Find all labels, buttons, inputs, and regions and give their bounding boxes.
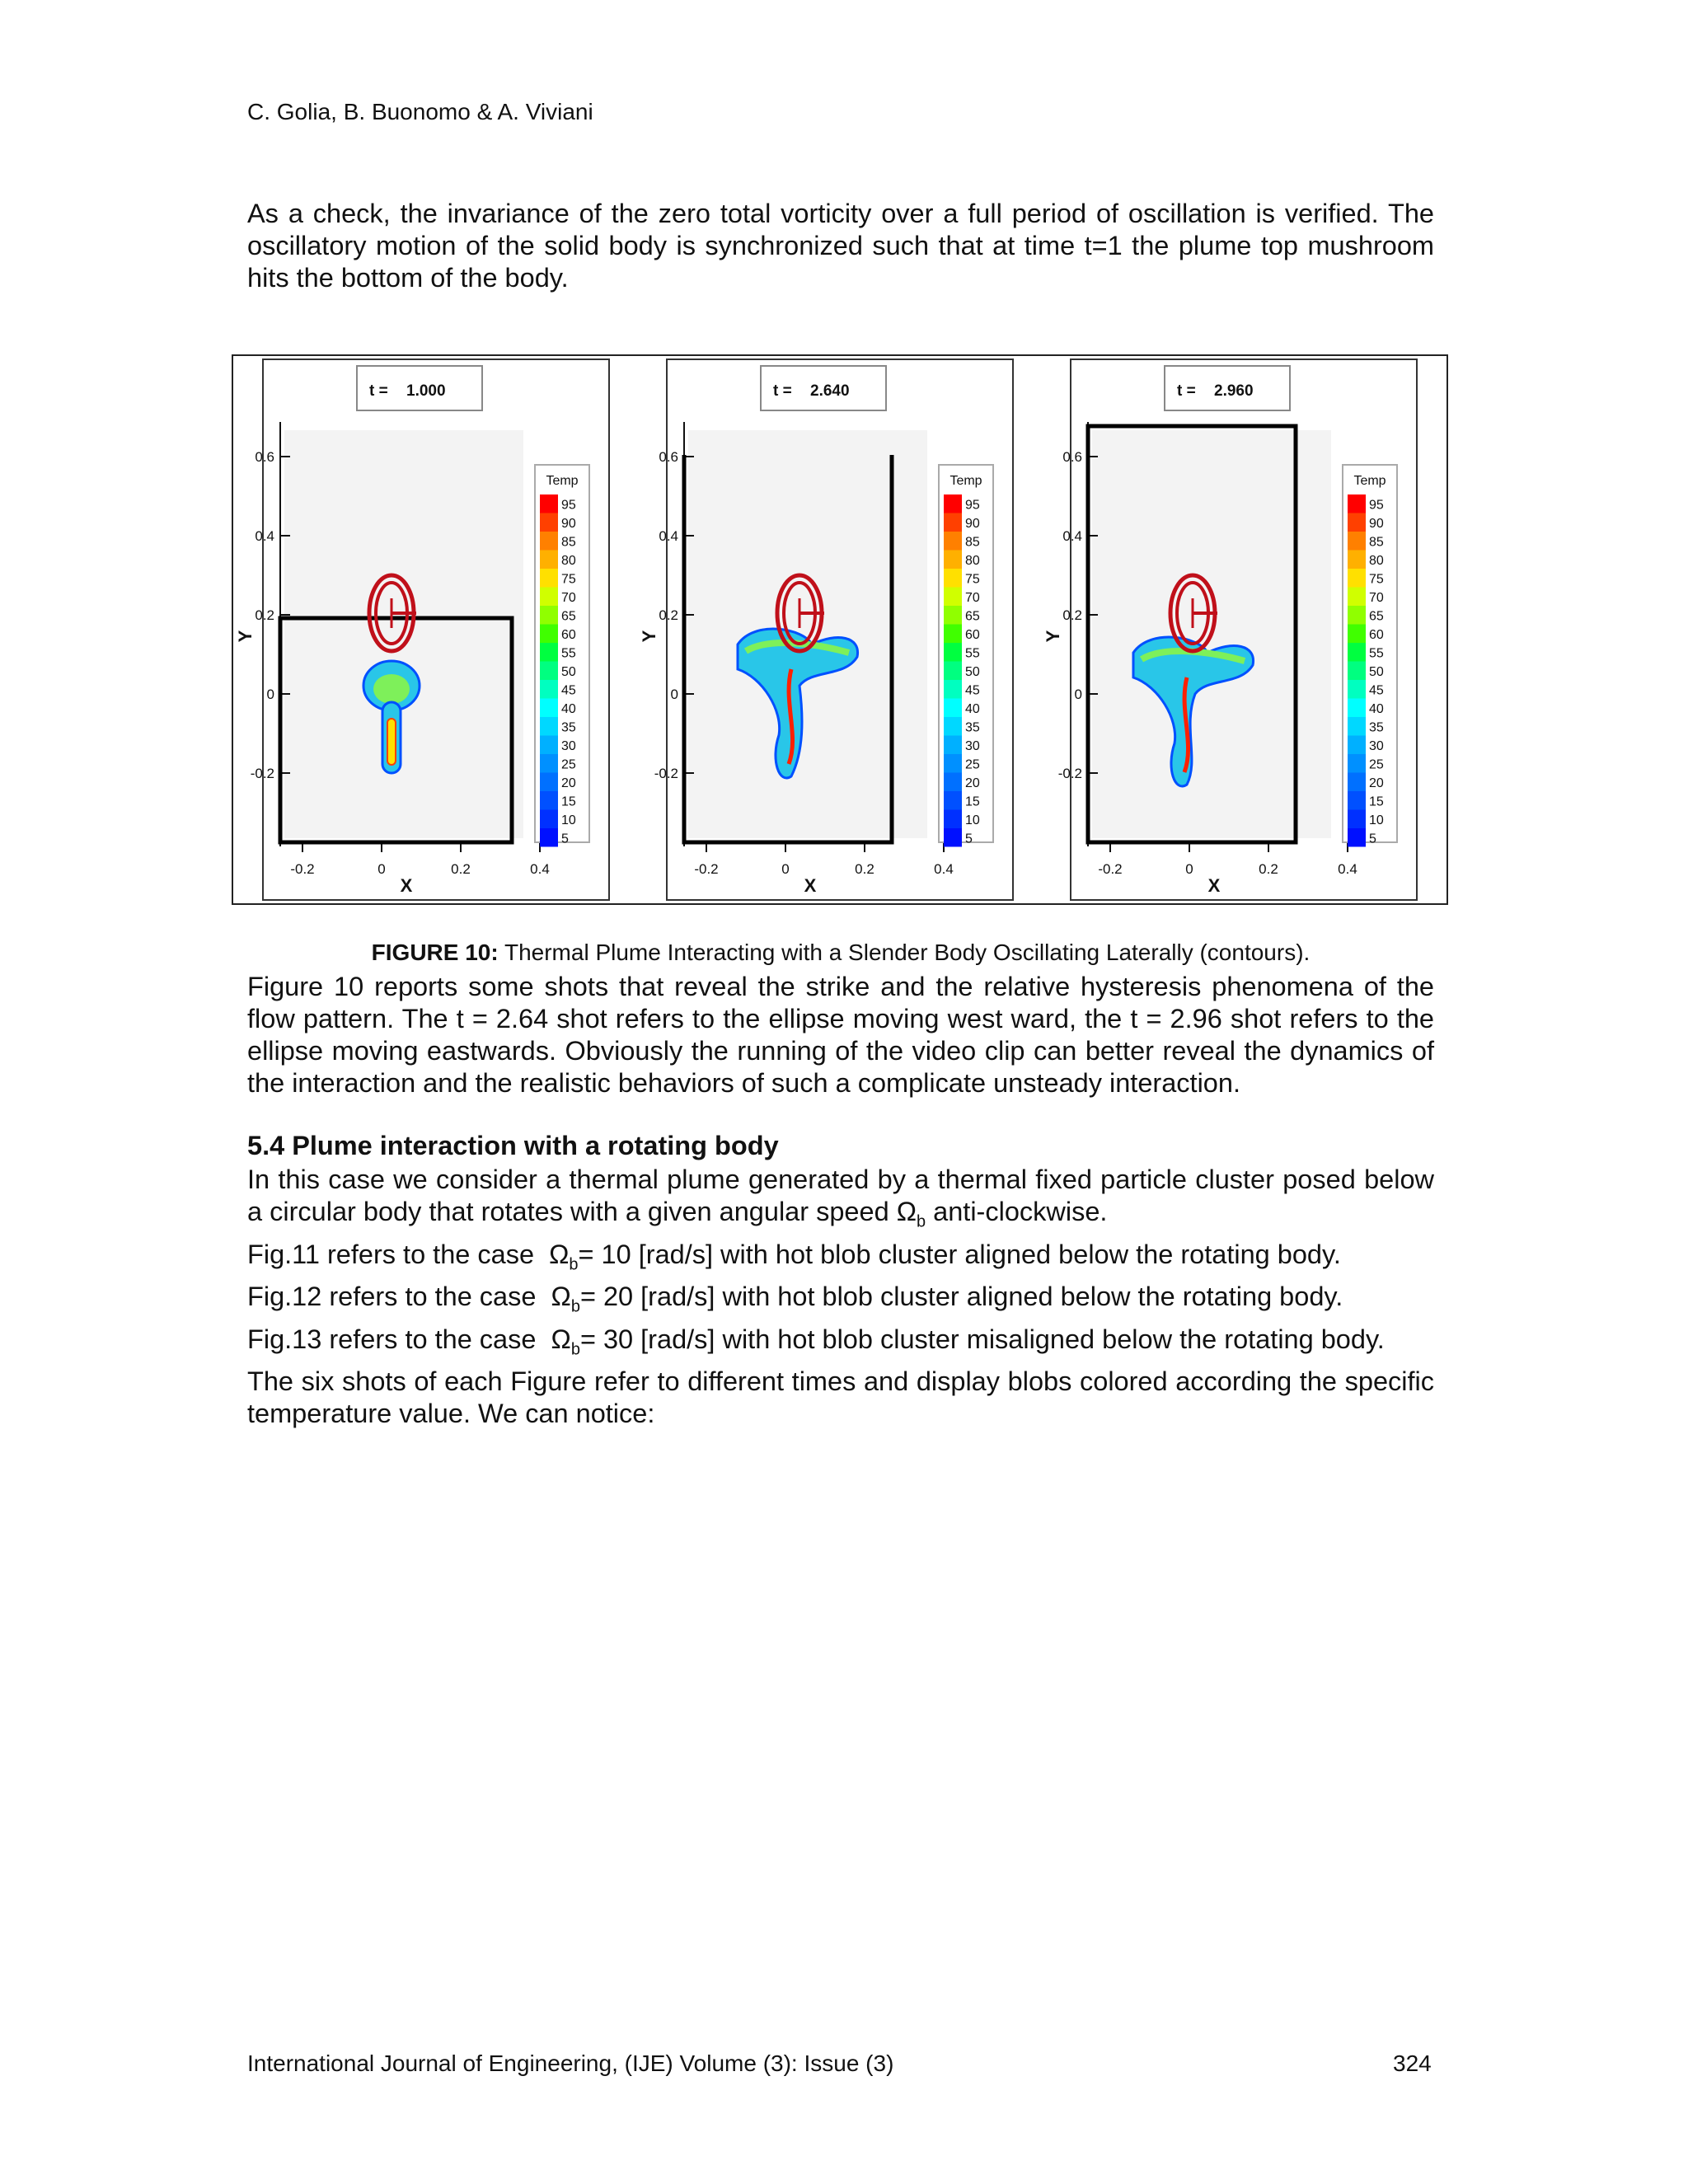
figure-10-panels [233, 356, 1447, 903]
legend-swatch [540, 643, 558, 662]
legend-level-label: 70 [965, 591, 980, 605]
legend-level-label: 55 [965, 646, 980, 661]
y-tick-label: 0.2 [255, 607, 274, 623]
intro-paragraph-text: As a check, the invariance of the zero total vorticity over a full period of oscillation is verified. The oscillatory motion of the solid body is synchronized such that at time t=1 the plume top mushroom hits the bottom of the body. [247, 199, 1434, 293]
x-tick-label: 0 [1185, 861, 1193, 877]
legend-swatch [540, 736, 558, 755]
time-value: 2.960 [1214, 382, 1254, 400]
legend-level-label: 15 [965, 794, 980, 809]
x-tick-label: 0.2 [451, 861, 471, 877]
section-closing: The six shots of each Figure refer to different times and display blobs colored according the specific temperature value. We can notice: [247, 1366, 1434, 1428]
x-tick-label: 0.2 [1259, 861, 1278, 877]
legend-level-label: 90 [561, 517, 576, 531]
x-axis-label: X [400, 875, 413, 896]
legend-level-label: 20 [965, 776, 980, 790]
section-intro-tail: anti-clockwise. [933, 1197, 1108, 1226]
legend-level-label: 10 [1369, 813, 1384, 827]
case-prefix: Fig.12 refers to the case [247, 1282, 537, 1311]
y-tick-label: 0.6 [1062, 449, 1082, 465]
legend-swatch [944, 513, 962, 532]
plume-cap-core [373, 674, 410, 704]
legend-swatch [1348, 699, 1366, 718]
y-tick-label: 0 [266, 687, 274, 702]
legend-swatch [944, 754, 962, 773]
legend-swatch [1348, 810, 1366, 829]
legend-swatch [540, 662, 558, 681]
legend-level-label: 10 [965, 813, 980, 827]
legend-level-label: 40 [1369, 702, 1384, 716]
legend-swatch [540, 791, 558, 810]
legend-swatch [540, 588, 558, 607]
legend-level-label: 5 [965, 832, 973, 846]
legend-level-label: 15 [561, 794, 576, 809]
legend-level-label: 80 [561, 554, 576, 568]
section-heading: 5.4 Plume interaction with a rotating body [247, 1131, 779, 1160]
legend-swatch [1348, 754, 1366, 773]
legend-level-label: 65 [965, 609, 980, 624]
plot-panel [639, 359, 1013, 900]
legend-swatch [944, 699, 962, 718]
x-tick-label: 0.4 [934, 861, 954, 877]
section-body [247, 1164, 1434, 1430]
omega-subscript: b [569, 1255, 579, 1273]
legend-swatch [944, 680, 962, 699]
x-axis-label: X [804, 875, 817, 896]
legend-level-label: 95 [965, 498, 980, 513]
case-line-fig12 [247, 1281, 1434, 1324]
running-header-authors: C. Golia, B. Buonomo & A. Viviani [247, 99, 593, 124]
legend-level-label: 40 [965, 702, 980, 716]
legend-swatch [540, 717, 558, 736]
legend-swatch [540, 828, 558, 847]
legend-level-label: 15 [1369, 794, 1384, 809]
legend-swatch [944, 828, 962, 847]
legend-swatch [1348, 588, 1366, 607]
legend-swatch [944, 662, 962, 681]
plot-panel [235, 359, 609, 900]
legend-level-label: 60 [1369, 628, 1384, 642]
legend-swatch [944, 643, 962, 662]
legend-level-label: 65 [1369, 609, 1384, 624]
case-prefix: Fig.11 refers to the case [247, 1239, 535, 1269]
case-line-fig13 [247, 1324, 1434, 1366]
legend-level-label: 30 [561, 739, 576, 753]
time-label: t = [369, 382, 388, 400]
legend-swatch [1348, 494, 1366, 513]
legend-swatch [1348, 680, 1366, 699]
footer-page-number: 324 [1393, 2050, 1432, 2076]
legend-level-label: 85 [561, 535, 576, 550]
paragraph-2-text: Figure 10 reports some shots that reveal the strike and the relative hysteresis phenomena of the flow pattern. The t = 2.64 shot refers to the ellipse moving west ward, the t = 2.96 shot refers to the ellipse moving eastwards. Obviously the running of the video clip can better reveal the dynamics of the interaction and the realistic behaviors of such a complicate unsteady interaction. [247, 972, 1434, 1098]
legend-swatch [540, 699, 558, 718]
legend-level-label: 20 [1369, 776, 1384, 790]
legend-level-label: 35 [561, 720, 576, 735]
legend-level-label: 95 [1369, 498, 1384, 513]
legend-title: Temp [950, 474, 982, 488]
omega-symbol: Ω [549, 1239, 570, 1269]
x-tick-label: -0.2 [1098, 861, 1123, 877]
legend-swatch [1348, 513, 1366, 532]
legend-level-label: 55 [561, 646, 576, 661]
legend-swatch [1348, 569, 1366, 588]
legend-swatch [1348, 643, 1366, 662]
legend-swatch [540, 680, 558, 699]
case-line-fig11 [247, 1239, 1434, 1282]
legend-level-label: 70 [561, 591, 576, 605]
y-tick-label: 0.2 [659, 607, 678, 623]
omega-symbol: Ω [896, 1197, 917, 1226]
x-tick-label: 0.2 [855, 861, 874, 877]
legend-level-label: 85 [1369, 535, 1384, 550]
legend-swatch [944, 810, 962, 829]
legend-swatch [1348, 606, 1366, 625]
legend-level-label: 80 [1369, 554, 1384, 568]
legend-swatch [944, 494, 962, 513]
omega-subscript: b [570, 1340, 580, 1358]
omega-symbol: Ω [551, 1282, 571, 1311]
time-value: 2.640 [810, 382, 850, 400]
plume-stem-core [387, 719, 396, 765]
legend-swatch [944, 791, 962, 810]
legend-swatch [540, 754, 558, 773]
legend-swatch [944, 551, 962, 569]
legend-level-label: 60 [561, 628, 576, 642]
legend-level-label: 45 [561, 683, 576, 698]
case-suffix: = 10 [rad/s] with hot blob cluster aligned below the rotating body. [578, 1239, 1341, 1269]
legend-swatch [944, 588, 962, 607]
figure-caption-text: Thermal Plume Interacting with a Slender Body Oscillating Laterally (contours). [504, 940, 1311, 965]
paragraph-2 [247, 971, 1434, 1099]
legend-swatch [1348, 736, 1366, 755]
legend-level-label: 50 [561, 665, 576, 679]
legend-swatch [1348, 625, 1366, 644]
y-tick-label: 0.4 [1062, 528, 1082, 544]
legend-level-label: 5 [1369, 832, 1376, 846]
legend-level-label: 75 [1369, 572, 1384, 587]
y-tick-label: 0.4 [659, 528, 678, 544]
legend-swatch [944, 773, 962, 792]
legend-swatch [944, 717, 962, 736]
y-tick-label: -0.2 [654, 766, 678, 781]
legend-level-label: 75 [561, 572, 576, 587]
y-axis-label: Y [1043, 630, 1063, 643]
legend-level-label: 70 [1369, 591, 1384, 605]
legend-swatch [1348, 717, 1366, 736]
x-tick-label: 0 [377, 861, 386, 877]
y-axis-label: Y [235, 630, 256, 643]
case-suffix: = 30 [rad/s] with hot blob cluster misaligned below the rotating body. [579, 1324, 1385, 1354]
legend-level-label: 20 [561, 776, 576, 790]
y-tick-label: 0.4 [255, 528, 274, 544]
legend-level-label: 5 [561, 832, 569, 846]
x-tick-label: -0.2 [694, 861, 719, 877]
figure-caption-label: FIGURE 10: [371, 940, 499, 965]
legend-swatch [944, 625, 962, 644]
x-axis-label: X [1207, 875, 1221, 896]
legend-level-label: 90 [1369, 517, 1384, 531]
intro-paragraph [247, 198, 1434, 294]
legend-swatch [944, 606, 962, 625]
plot-panel [1043, 359, 1417, 900]
legend-swatch [1348, 551, 1366, 569]
legend-swatch [944, 532, 962, 551]
y-tick-label: -0.2 [1057, 766, 1082, 781]
time-value: 1.000 [406, 382, 446, 400]
y-tick-label: 0.6 [659, 449, 678, 465]
legend-swatch [540, 810, 558, 829]
time-label: t = [1177, 382, 1196, 400]
y-tick-label: 0.2 [1062, 607, 1082, 623]
legend-level-label: 10 [561, 813, 576, 827]
legend-level-label: 30 [965, 739, 980, 753]
legend-level-label: 50 [965, 665, 980, 679]
legend-swatch [540, 551, 558, 569]
legend-swatch [1348, 828, 1366, 847]
legend-swatch [540, 532, 558, 551]
legend-swatch [540, 494, 558, 513]
temp-legend [535, 465, 589, 847]
x-tick-label: 0 [781, 861, 790, 877]
legend-level-label: 35 [1369, 720, 1384, 735]
legend-level-label: 35 [965, 720, 980, 735]
legend-level-label: 45 [1369, 683, 1384, 698]
x-tick-label: 0.4 [1338, 861, 1357, 877]
temp-legend [1343, 465, 1397, 847]
legend-level-label: 85 [965, 535, 980, 550]
legend-level-label: 30 [1369, 739, 1384, 753]
x-tick-label: 0.4 [530, 861, 550, 877]
legend-level-label: 40 [561, 702, 576, 716]
legend-swatch [1348, 532, 1366, 551]
legend-level-label: 25 [965, 757, 980, 772]
legend-swatch [944, 569, 962, 588]
legend-level-label: 65 [561, 609, 576, 624]
x-tick-label: -0.2 [290, 861, 315, 877]
time-label: t = [773, 382, 792, 400]
legend-swatch [1348, 791, 1366, 810]
legend-swatch [540, 773, 558, 792]
y-tick-label: 0 [670, 687, 678, 702]
legend-title: Temp [546, 474, 579, 488]
legend-level-label: 55 [1369, 646, 1384, 661]
omega-subscript: b [570, 1297, 580, 1316]
legend-swatch [944, 736, 962, 755]
y-tick-label: -0.2 [250, 766, 274, 781]
legend-level-label: 75 [965, 572, 980, 587]
legend-level-label: 80 [965, 554, 980, 568]
legend-level-label: 25 [1369, 757, 1384, 772]
legend-level-label: 60 [965, 628, 980, 642]
figure-caption [247, 940, 1434, 966]
footer-journal: International Journal of Engineering, (IJE) Volume (3): Issue (3) [247, 2050, 894, 2076]
case-prefix: Fig.13 refers to the case [247, 1324, 537, 1354]
legend-level-label: 45 [965, 683, 980, 698]
legend-swatch [540, 625, 558, 644]
legend-swatch [540, 606, 558, 625]
section-intro-text: In this case we consider a thermal plume generated by a thermal fixed particle cluster posed below a circular body that rotates with a given angular speed [247, 1165, 1434, 1226]
legend-title: Temp [1353, 474, 1386, 488]
temp-legend [939, 465, 993, 847]
section-intro [247, 1164, 1434, 1239]
y-tick-label: 0.6 [255, 449, 274, 465]
legend-level-label: 95 [561, 498, 576, 513]
legend-level-label: 50 [1369, 665, 1384, 679]
legend-level-label: 25 [561, 757, 576, 772]
legend-swatch [1348, 662, 1366, 681]
legend-swatch [540, 513, 558, 532]
y-axis-label: Y [639, 630, 659, 643]
legend-level-label: 90 [965, 517, 980, 531]
omega-subscript: b [916, 1212, 926, 1231]
omega-symbol: Ω [551, 1324, 571, 1354]
figure-10 [232, 354, 1448, 905]
legend-swatch [540, 569, 558, 588]
legend-swatch [1348, 773, 1366, 792]
case-suffix: = 20 [rad/s] with hot blob cluster aligned below the rotating body. [579, 1282, 1343, 1311]
y-tick-label: 0 [1074, 687, 1082, 702]
